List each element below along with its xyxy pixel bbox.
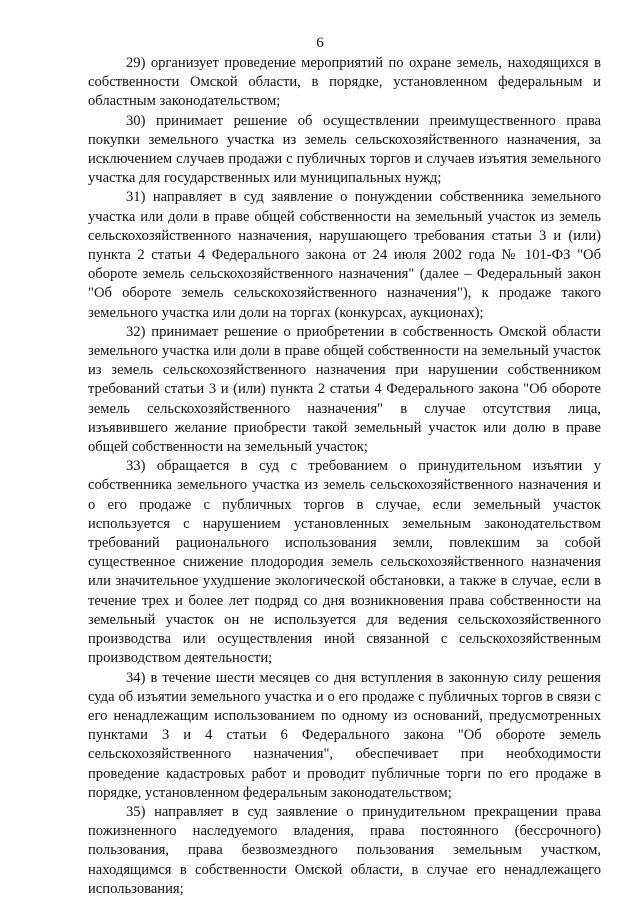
paragraph-31: 31) направляет в суд заявление о понуждении собственника земельного участка или доли в праве общей собственности на земельный участок из земель сельскохозяйственного назначения, нарушающего требования статьи 3 и (или) пункта 2 статьи 4 Федерального закона от 24 июля 2002 года № 101-ФЗ "Об обороте земель сельскохозяйственного назначения" (далее – Федеральный закон "Об обороте земель сельскохозяйственного назначения"), к продаже такого земельного участка или доли на торгах (конкурсах, аукционах); — [88, 189, 601, 321]
paragraph-29: 29) организует проведение мероприятий по охране земель, находящихся в собственности Омской области, в порядке, установленном федеральным и областным законодательством; — [88, 55, 601, 110]
document-body — [88, 54, 601, 899]
paragraph-33: 33) обращается в суд с требованием о принудительном изъятии у собственника земельного участка из земель сельскохозяйственного назначения и о его продаже с публичных торгов в случае, если земельный участок используется с нарушением установленных земельным законодательством требований рационального использования земли, повлекшим за собой существенное снижение плодородия земель сельскохозяйственного назначения или значительное ухудшение экологической обстановки, а также в случае, если в течение трех и более лет подряд со дня возникновения права собственности на земельный участок он не используется для ведения сельскохозяйственного производства или осуществления иной связанной с сельскохозяйственным производством деятельности; — [88, 458, 601, 667]
paragraph-35: 35) направляет в суд заявление о принудительном прекращении права пожизненного наследуемого владения, права постоянного (бессрочного) пользования, права безвозмездного пользования земельным участком, находящимся в собственности Омской области, в случае его ненадлежащего использования; — [88, 803, 601, 897]
paragraph-30: 30) принимает решение об осуществлении преимущественного права покупки земельного участка из земель сельскохозяйственного назначения, за исключением случаев продажи с публичных торгов и случаев изъятия земельного участка для государственных или муниципальных нужд; — [88, 112, 601, 187]
paragraph-34: 34) в течение шести месяцев со дня вступления в законную силу решения суда об изъятии земельного участка и о его продаже с публичных торгов в связи с его ненадлежащим использованием по одному из оснований, предусмотренных пунктами 3 и 4 статьи 6 Федерального закона "Об обороте земель сельскохозяйственного назначения", обеспечивает при необходимости проведение кадастровых работ и проводит публичные торги по его продаже в порядке, установленном федеральным законодательством; — [88, 669, 601, 801]
paragraph-32: 32) принимает решение о приобретении в собственность Омской области земельного участка или доли в праве общей собственности на земельный участок из земель сельскохозяйственного назначения при нарушении собственником требований статьи 3 и (или) пункта 2 статьи 4 Федерального закона "Об обороте земель сельскохозяйственного назначения" в случае отсутствия лица, изъявившего желание приобрести такой земельный участок или долю в праве общей собственности на земельный участок; — [88, 323, 601, 456]
page-number: 6 — [316, 35, 324, 51]
